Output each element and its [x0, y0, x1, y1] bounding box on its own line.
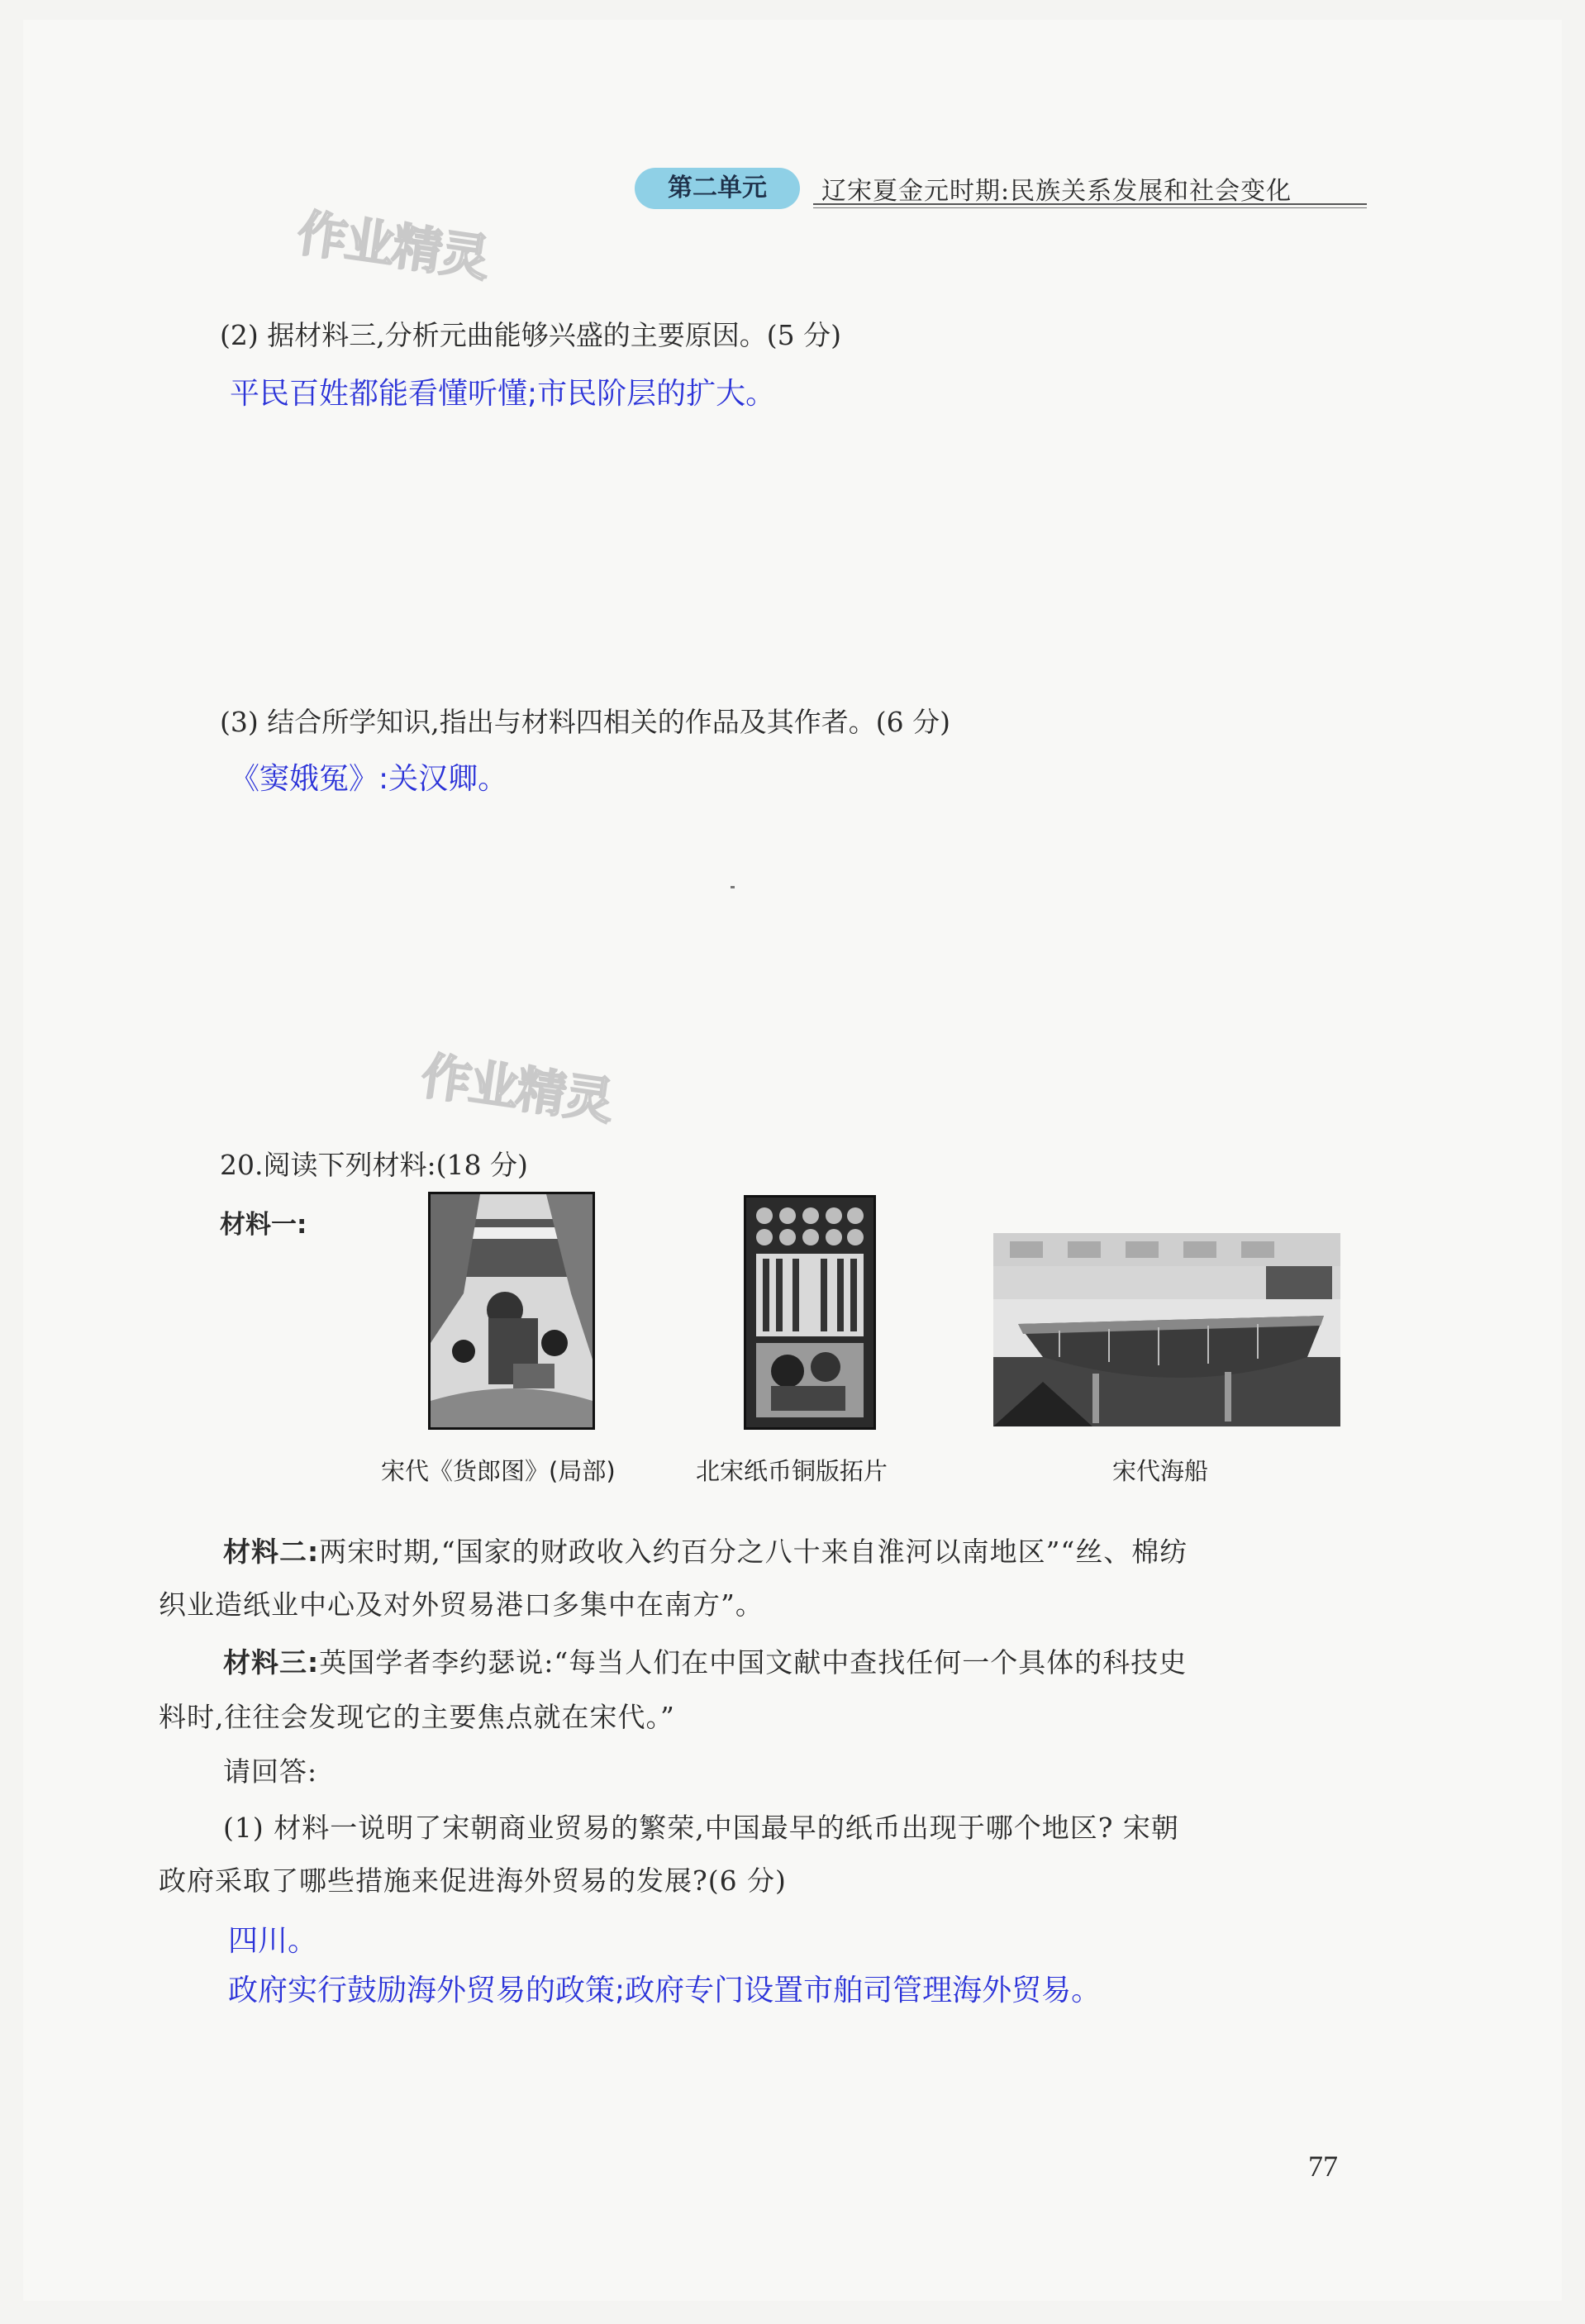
material-2-line-2: 织业造纸业中心及对外贸易港口多集中在南方”。 — [159, 1588, 764, 1621]
material-3-line-1 — [223, 1641, 1187, 1680]
question-3: (3) 结合所学知识,指出与材料四相关的作品及其作者。(6 分) — [220, 706, 950, 738]
watermark-top: 作业精灵 — [293, 204, 493, 288]
question-20-title: 20.阅读下列材料:(18 分) — [220, 1149, 528, 1181]
material-2-label: 材料二: — [223, 1536, 320, 1568]
answer-2: 平民百姓都能看懂听懂;市民阶层的扩大。 — [230, 377, 776, 411]
question-20-1-line-1: (1) 材料一说明了宋朝商业贸易的繁荣,中国最早的纸币出现于哪个地区? 宋朝 — [223, 1812, 1179, 1844]
unit-label: 第二单元 — [635, 168, 800, 209]
song-ship-image — [993, 1233, 1340, 1426]
page-number: 77 — [1308, 2150, 1338, 2183]
peddler-painting-image — [428, 1192, 595, 1430]
caption-ship: 宋代海船 — [1112, 1457, 1209, 1485]
material-2-line-1 — [223, 1531, 1188, 1569]
material-2-text-1: 两宋时期,“国家的财政收入约百分之八十来自淮河以南地区”“丝、棉纺 — [319, 1536, 1188, 1568]
material-3-line-2: 料时,往往会发现它的主要焦点就在宋代。” — [159, 1701, 675, 1733]
answer-3: 《窦娥冤》:关汉卿。 — [230, 762, 508, 796]
paper-money-rubbing-image — [744, 1195, 876, 1430]
answer-20-1-line-1: 四川。 — [228, 1924, 318, 1958]
caption-peddler: 宋代《货郎图》(局部) — [381, 1457, 616, 1485]
question-20-1-line-2: 政府采取了哪些措施来促进海外贸易的发展?(6 分) — [159, 1864, 787, 1897]
material-3-label: 材料三: — [223, 1646, 320, 1679]
watermark-middle: 作业精灵 — [417, 1047, 616, 1131]
answer-20-1-line-2: 政府实行鼓励海外贸易的政策;政府专门设置市舶司管理海外贸易。 — [228, 1974, 1102, 2007]
unit-title: 辽宋夏金元时期:民族关系发展和社会变化 — [821, 177, 1292, 206]
material-1-label: 材料一: — [220, 1210, 307, 1240]
caption-paper-money: 北宋纸币铜版拓片 — [696, 1457, 888, 1485]
material-3-text-1: 英国学者李约瑟说:“每当人们在中国文献中查找任何一个具体的科技史 — [319, 1646, 1188, 1679]
header-rule — [813, 203, 1367, 208]
answer-prompt: 请回答: — [223, 1755, 318, 1788]
speck — [731, 886, 735, 888]
question-2: (2) 据材料三,分析元曲能够兴盛的主要原因。(5 分) — [220, 319, 841, 351]
